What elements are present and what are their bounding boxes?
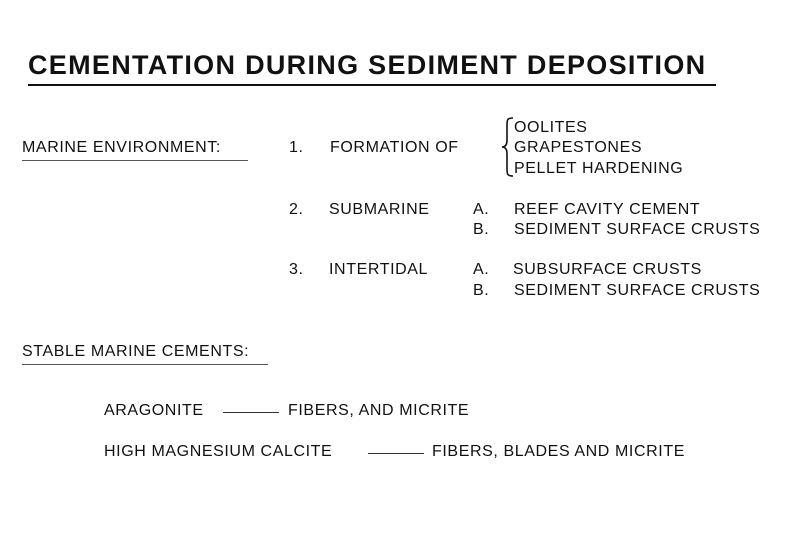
row-1-dash	[223, 412, 279, 413]
item-3-sub-a-letter: A.	[473, 261, 490, 278]
stable-marine-cements-label: STABLE MARINE CEMENTS:	[22, 343, 250, 360]
item-1-sub-oolites: OOLITES	[514, 119, 588, 136]
item-2-sub-a-letter: A.	[473, 201, 490, 218]
title-underline	[28, 84, 716, 86]
row-2-dash	[368, 453, 424, 454]
item-3-sub-b-letter: B.	[473, 282, 490, 299]
item-2-number: 2.	[289, 201, 304, 218]
item-1-name: FORMATION OF	[330, 139, 459, 156]
item-1-number: 1.	[289, 139, 304, 156]
row-1-mineral: ARAGONITE	[104, 402, 204, 419]
item-2-name: SUBMARINE	[329, 201, 430, 218]
item-2-sub-a-text: REEF CAVITY CEMENT	[514, 201, 701, 218]
item-2-sub-b-text: SEDIMENT SURFACE CRUSTS	[514, 221, 761, 238]
marine-environment-label: MARINE ENVIRONMENT:	[22, 139, 221, 156]
item-3-sub-a-text: SUBSURFACE CRUSTS	[513, 261, 702, 278]
row-2-forms: FIBERS, BLADES AND MICRITE	[432, 443, 685, 460]
item-3-name: INTERTIDAL	[329, 261, 429, 278]
page-title: CEMENTATION DURING SEDIMENT DEPOSITION	[28, 50, 707, 80]
stable-marine-cements-underline	[22, 364, 268, 365]
item-2-sub-b-letter: B.	[473, 221, 490, 238]
row-2-mineral: HIGH MAGNESIUM CALCITE	[104, 443, 333, 460]
row-1-forms: FIBERS, AND MICRITE	[288, 402, 470, 419]
item-3-sub-b-text: SEDIMENT SURFACE CRUSTS	[514, 282, 761, 299]
item-3-number: 3.	[289, 261, 304, 278]
item-1-sub-grapestones: GRAPESTONES	[514, 139, 643, 156]
marine-environment-underline	[22, 160, 248, 161]
item-1-sub-pellet-hardening: PELLET HARDENING	[514, 160, 684, 177]
